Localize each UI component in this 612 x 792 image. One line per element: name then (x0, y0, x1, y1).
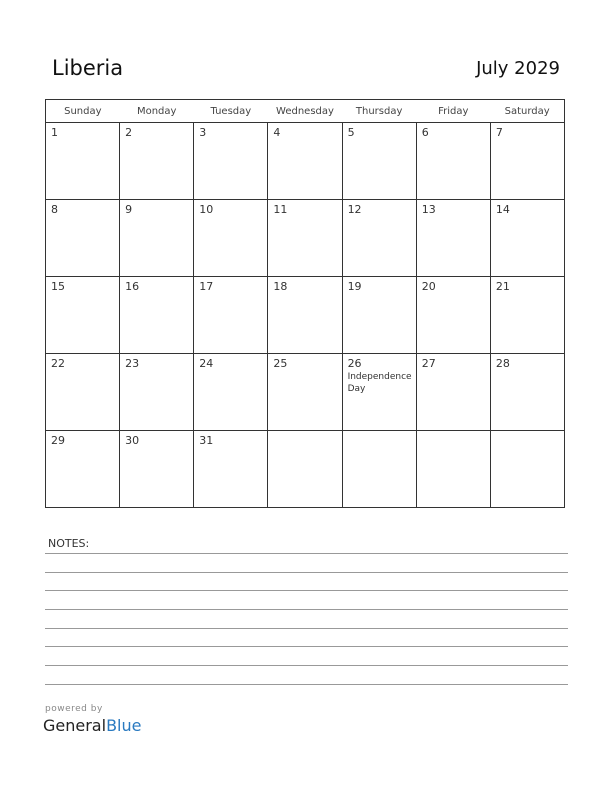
day-cell (120, 354, 194, 431)
day-number: 29 (51, 434, 65, 447)
week-row (46, 200, 565, 277)
country-title: Liberia (52, 56, 124, 80)
day-number: 12 (347, 203, 362, 216)
day-number: 2 (125, 126, 133, 139)
day-cell (268, 277, 342, 354)
day-number: 9 (125, 203, 133, 216)
day-cell (194, 277, 268, 354)
week-row (46, 354, 565, 431)
day-cell (120, 200, 194, 277)
month-title: July 2029 (476, 58, 560, 79)
weekday-thursday: Thursday (342, 100, 416, 123)
day-cell (490, 200, 564, 277)
day-cell (342, 277, 416, 354)
day-number: 25 (273, 357, 288, 370)
day-number: 23 (125, 357, 140, 370)
day-cell (342, 354, 416, 431)
note-line (45, 665, 568, 666)
day-cell (194, 200, 268, 277)
note-line (45, 553, 568, 554)
day-number: 11 (273, 203, 288, 216)
day-cell (268, 200, 342, 277)
day-number: 13 (421, 203, 436, 216)
note-line (45, 646, 568, 647)
weekday-friday: Friday (416, 100, 490, 123)
day-number: 18 (273, 280, 288, 293)
note-line (45, 628, 568, 629)
weekday-monday: Monday (120, 100, 194, 123)
day-cell (194, 431, 268, 508)
day-number: 24 (199, 357, 214, 370)
calendar-grid (45, 99, 565, 508)
notes-label: NOTES: (48, 537, 90, 550)
day-cell (46, 123, 120, 200)
day-cell (490, 431, 564, 508)
day-number: 16 (125, 280, 140, 293)
note-line (45, 572, 568, 573)
weekday-tuesday: Tuesday (194, 100, 268, 123)
day-cell (490, 123, 564, 200)
note-line (45, 609, 568, 610)
day-cell (416, 431, 490, 508)
day-cell (46, 200, 120, 277)
day-cell (268, 431, 342, 508)
day-number: 19 (347, 280, 362, 293)
day-number: 5 (347, 126, 355, 139)
day-number: 20 (421, 280, 436, 293)
day-cell (268, 354, 342, 431)
weekday-header-row (46, 100, 565, 123)
day-cell (490, 354, 564, 431)
day-cell (194, 123, 268, 200)
day-number: 22 (51, 357, 65, 370)
day-cell (416, 354, 490, 431)
powered-by-text: powered by (45, 704, 103, 714)
generalblue-logo (43, 716, 141, 735)
day-cell (416, 277, 490, 354)
day-number: 15 (51, 280, 65, 293)
weekday-saturday: Saturday (490, 100, 564, 123)
day-cell (416, 123, 490, 200)
day-number: 28 (495, 357, 510, 370)
week-row (46, 123, 565, 200)
day-number: 31 (199, 434, 214, 447)
weekday-wednesday: Wednesday (268, 100, 342, 123)
day-cell (268, 123, 342, 200)
logo-blue: Blue (106, 716, 142, 735)
day-cell (46, 277, 120, 354)
weekday-sunday: Sunday (46, 100, 120, 123)
day-cell (46, 431, 120, 508)
day-cell (120, 431, 194, 508)
logo-general: General (43, 716, 107, 735)
day-number: 8 (51, 203, 58, 216)
day-cell (46, 354, 120, 431)
week-row (46, 431, 565, 508)
note-line (45, 684, 568, 685)
day-cell (194, 354, 268, 431)
day-number: 26 (347, 357, 362, 370)
day-cell (416, 200, 490, 277)
day-number: 30 (125, 434, 140, 447)
day-cell (120, 277, 194, 354)
day-number: 10 (199, 203, 214, 216)
day-number: 1 (51, 126, 58, 139)
day-number: 27 (421, 357, 436, 370)
holiday-label: Independence Day (347, 372, 412, 394)
note-line (45, 590, 568, 591)
day-number: 21 (495, 280, 510, 293)
day-number: 4 (273, 126, 281, 139)
day-number: 17 (199, 280, 214, 293)
day-number: 6 (421, 126, 429, 139)
day-number: 14 (495, 203, 510, 216)
day-cell (342, 123, 416, 200)
day-cell (490, 277, 564, 354)
day-number: 7 (495, 126, 503, 139)
week-row (46, 277, 565, 354)
day-cell (120, 123, 194, 200)
day-cell (342, 200, 416, 277)
day-number: 3 (199, 126, 207, 139)
day-cell (342, 431, 416, 508)
